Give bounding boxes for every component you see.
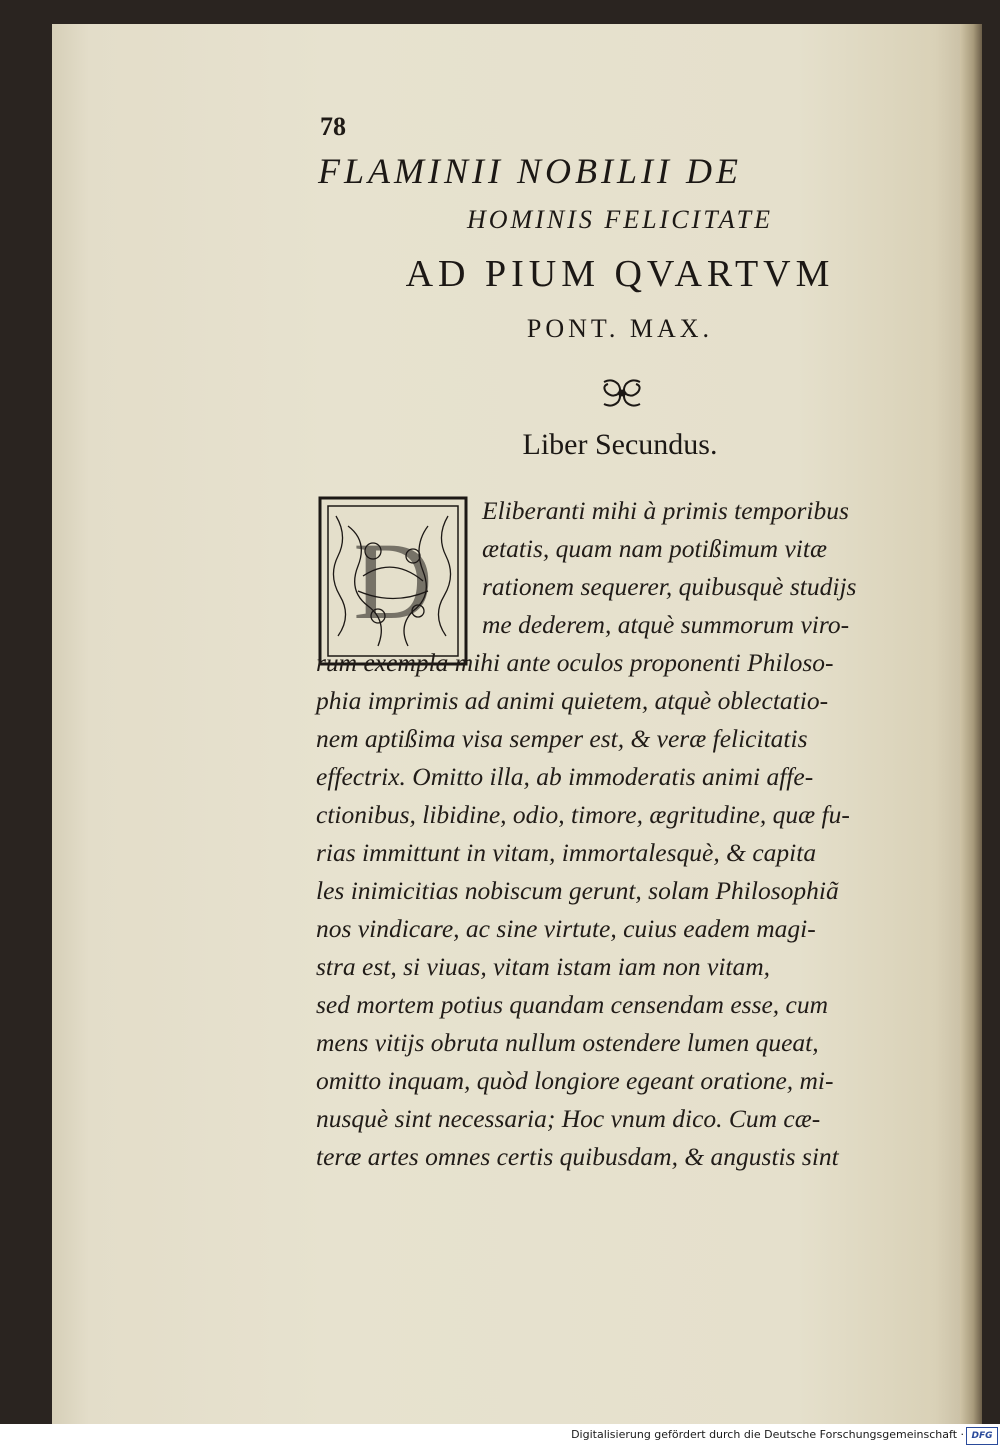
body-line: rias immittunt in vitam, immortalesquè, & capita <box>316 838 817 867</box>
page-number: 78 <box>320 112 346 141</box>
body-line: me dederem, atquè summorum viro- <box>482 610 850 639</box>
title-line-1: FLAMINII NOBILII DE <box>318 151 742 191</box>
dfg-logo: DFG <box>966 1427 998 1445</box>
body-line: teræ artes omnes certis quibusdam, & angustis sint <box>316 1142 839 1171</box>
body-line: stra est, si viuas, vitam istam iam non vitam, <box>316 952 771 981</box>
body-line: nusquè sint necessaria; Hoc vnum dico. Cum cæ- <box>316 1104 821 1133</box>
svg-text:D: D <box>353 520 433 642</box>
title-line-3: AD PIUM QVARTVM <box>405 253 835 295</box>
body-line: sed mortem potius quandam censendam esse, cum <box>316 990 829 1019</box>
body-line: nos vindicare, ac sine virtute, cuius eadem magi- <box>316 914 816 943</box>
body-line: omitto inquam, quòd longiore egeant oratione, mi- <box>316 1066 834 1095</box>
body-line: mens vitijs obruta nullum ostendere lumen queat, <box>316 1028 819 1057</box>
body-line: rationem sequerer, quibusquè studijs <box>482 572 857 601</box>
body-line: Eliberanti mihi à primis temporibus <box>482 496 849 525</box>
title-line-2: HOMINIS FELICITATE <box>466 205 774 234</box>
footer-credit: Digitalisierung gefördert durch die Deutsche Forschungsgemeinschaft · <box>571 1428 964 1441</box>
body-line: nem aptißima visa semper est, & veræ felicitatis <box>316 724 808 753</box>
body-line: ctionibus, libidine, odio, timore, ægritudine, quæ fu- <box>316 800 850 829</box>
body-line: les inimicitias nobiscum gerunt, solam Philosophiã <box>316 876 839 905</box>
page-edge <box>960 24 982 1424</box>
book-heading: Liber Secundus. <box>522 428 718 461</box>
body-line: rum exempla mihi ante oculos proponenti Philoso- <box>316 648 834 677</box>
title-line-4: PONT. MAX. <box>526 314 714 343</box>
printer-ornament-icon <box>600 376 644 410</box>
body-line: effectrix. Omitto illa, ab immoderatis animi affe- <box>316 762 814 791</box>
decorated-initial-icon <box>318 496 468 666</box>
body-line: phia imprimis ad animi quietem, atquè oblectatio- <box>316 686 829 715</box>
body-line: ætatis, quam nam potißimum vitæ <box>482 534 827 563</box>
